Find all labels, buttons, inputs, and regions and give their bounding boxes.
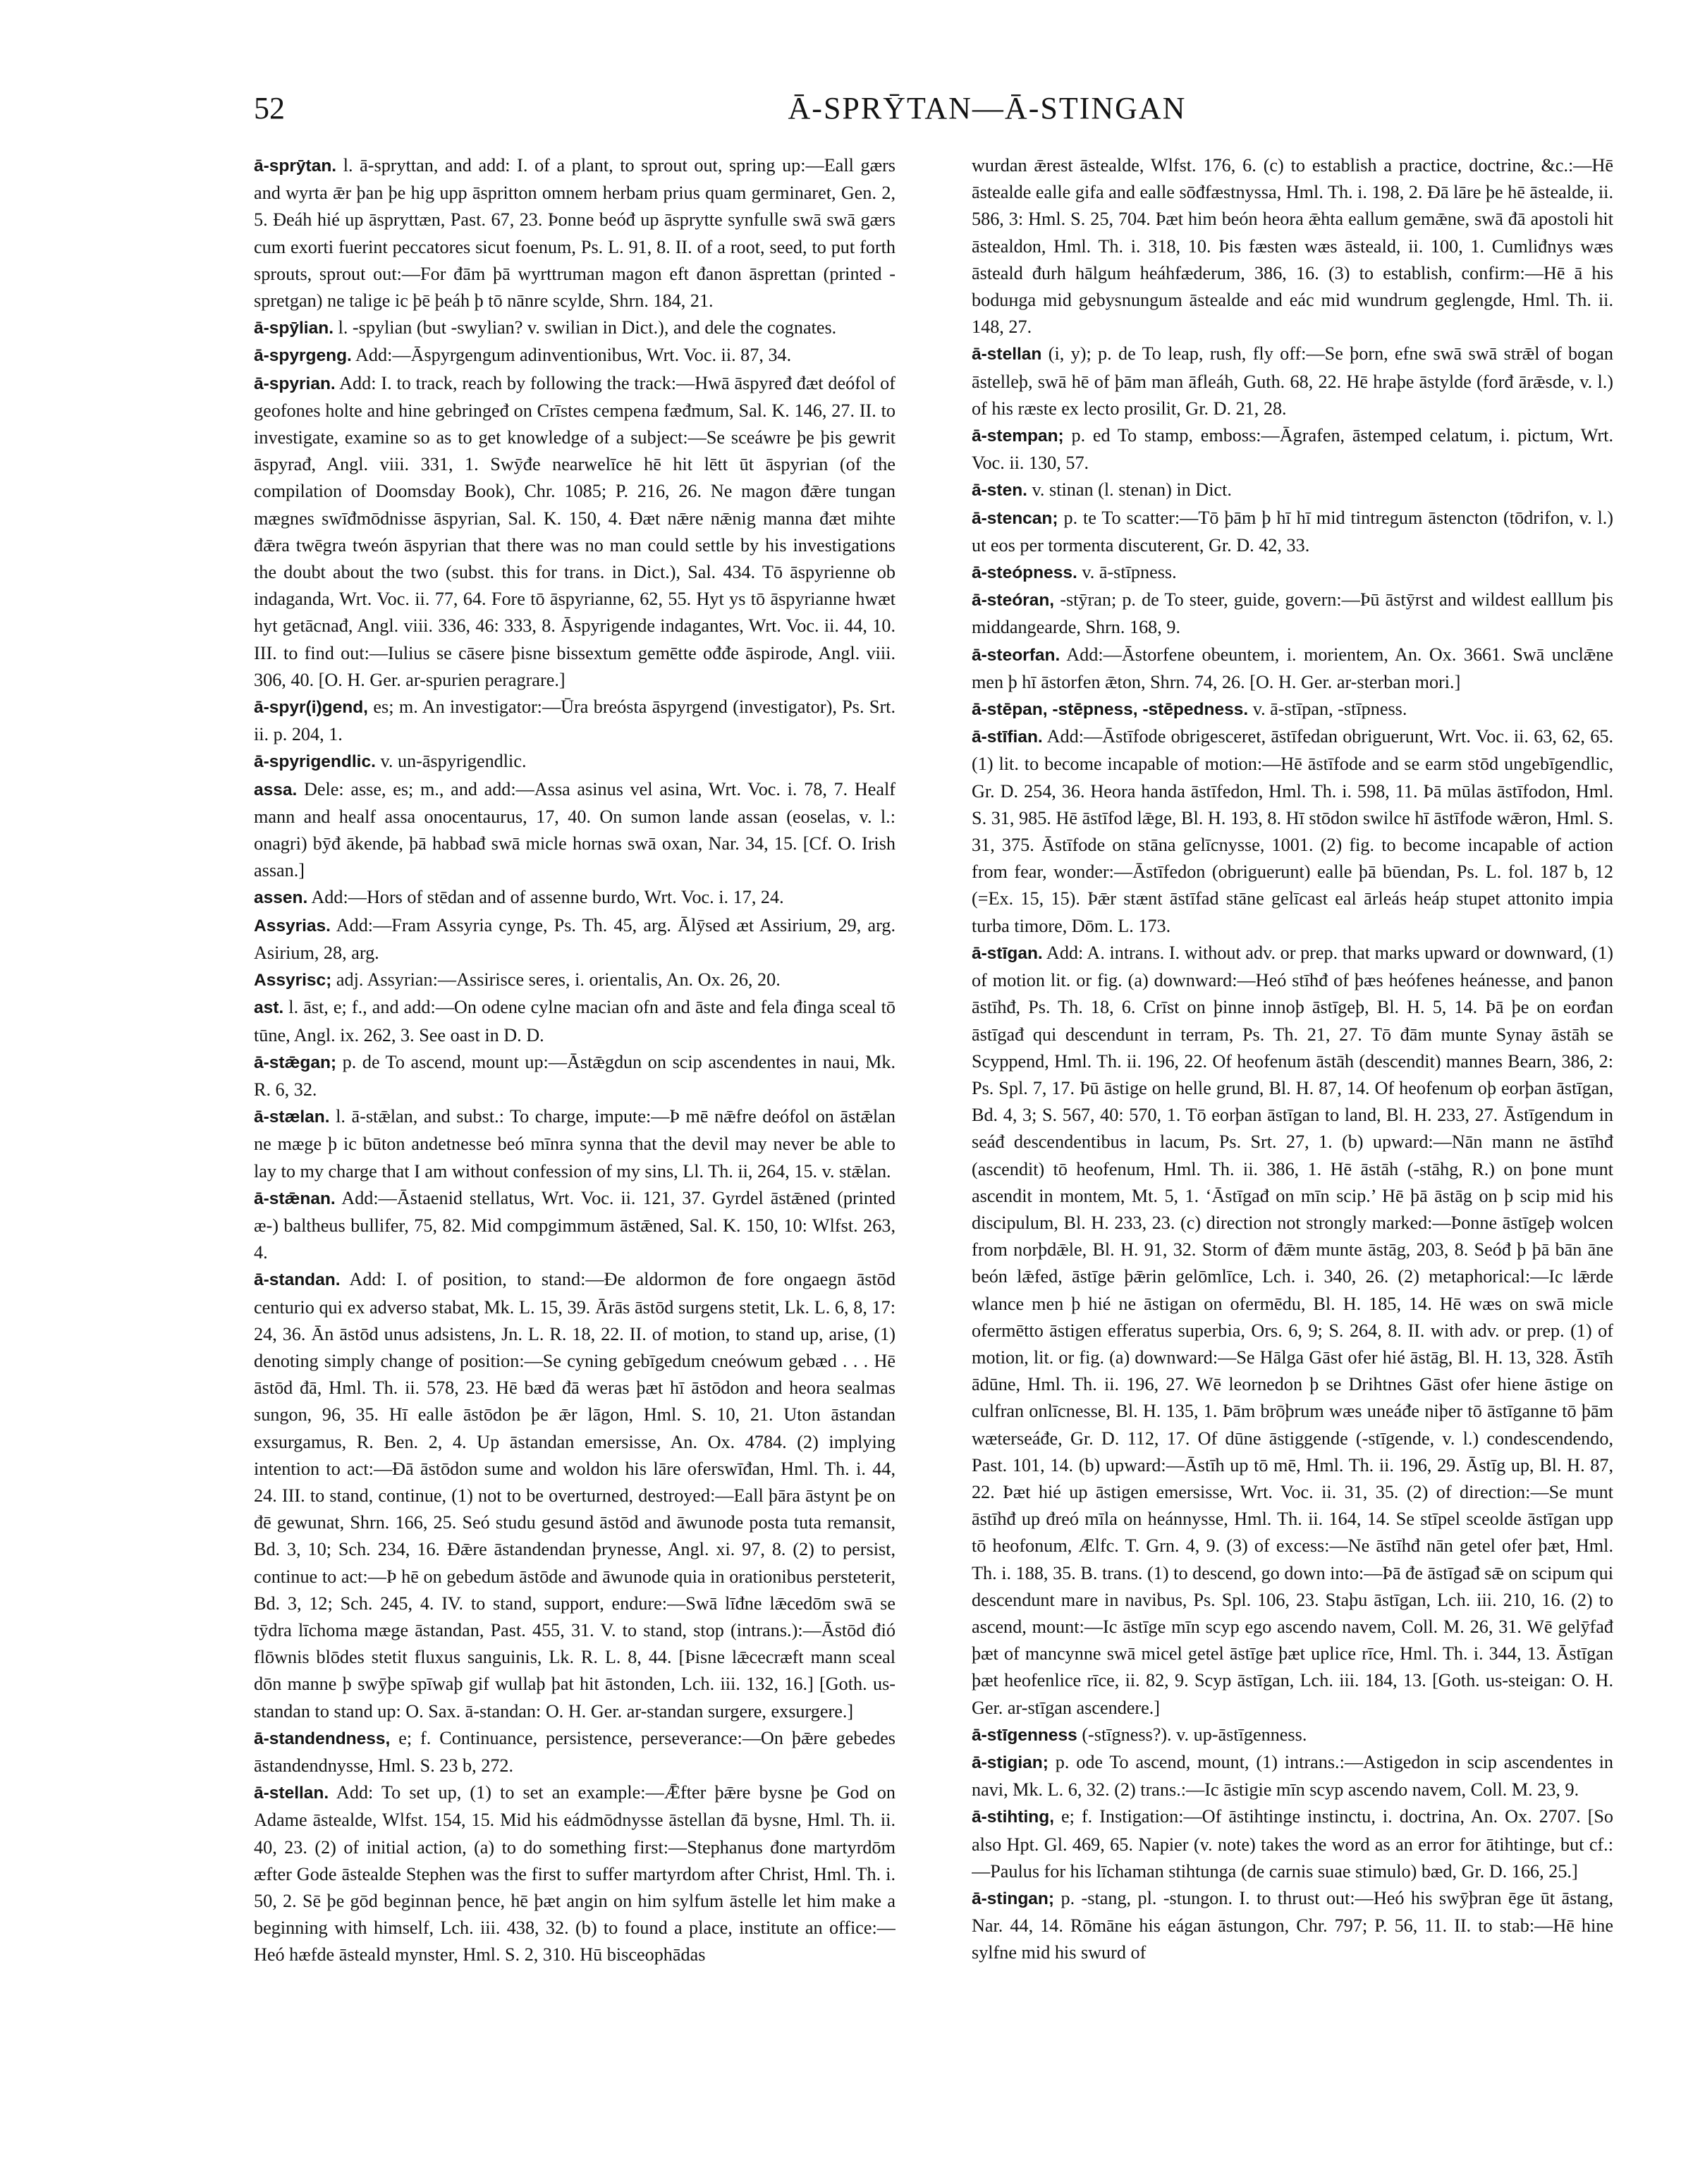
entry-headword: ā-stīgenness (972, 1725, 1077, 1745)
entry-headword: ā-spyrigendlic. (254, 752, 376, 772)
entry-text: adj. Assyrian:—Assirisce seres, i. orientalis, An. Ox. 26, 20. (336, 969, 781, 990)
entry-headword: assen. (254, 888, 308, 908)
entry-text: v. ā-stīpness. (1082, 562, 1177, 583)
entry-headword: Assyrias. (254, 916, 331, 935)
entry-headword: assa. (254, 780, 298, 799)
entry-text: l. ā-spryttan, and add: I. of a plant, to sprout out, spring up:—Eall gærs and wyrta ǣr þan þe hig upp āspritton omnem herbam prius quam germinaret, Gen. 2, 5. Ðeáh hié up āspryttæn, Past. 67, 23. Þonne beóđ up āsprytte synfulle swā swā gærs cum exorti fuerint peccatores sicut foenum, Ps. L. 91, 8. II. of a root, seed, to put forth sprouts, sprout out:—For đām þā wyrttruman magon eft đanon āsprettan (printed -spretgan) ne talige ic þē þeáh þ tō nānre scylde, Shrn. 184, 21. (254, 155, 895, 312)
entry-headword: ā-sten. (972, 481, 1027, 501)
entry-text: v. ā-stīpan, -stīpness. (1252, 699, 1407, 720)
entry-headword: ā-spyrian. (254, 374, 336, 393)
entry-text: p. de To ascend, mount up:—Āstǣgdun on scip ascendentes in naui, Mk. R. 6, 32. (254, 1051, 895, 1100)
entry-headword: ā-stempan; (972, 427, 1064, 446)
dictionary-entry (972, 477, 1613, 504)
dictionary-entry (254, 342, 895, 369)
page-header (254, 90, 1523, 133)
dictionary-entry (254, 1266, 895, 1724)
left-column (254, 152, 895, 2168)
entry-text: Add: I. of position, to stand:—Đe aldormon đe fore ongaegn āstōd centurio qui ex adverso stabat, Mk. L. 15, 39. Ārās āstōd surgens stetit, Lk. L. 6, 8, 17: 24, 36. Ān āstōd unus adsistens, Jn. L. R. 18, 22. II. of motion, to stand up, arise, (1) denoting simply change of position:—Se cyning gebīgedum cneówum gebæd . . . Hē āstōd đā, Hml. Th. ii. 578, 23. Hē bæd đā weras þæt hī āstōdon and heora sealmas sungon, 96, 35. Hī ealle āstōdon þe ǣr lāgon, Hml. S. 10, 21. Uton āstandan exsurgamus, R. Ben. 2, 4. Up āstandan emersisse, An. Ox. 4784. (2) implying intention to act:—Đā āstōdon sume and woldon his lāre oferswīđan, Hml. Th. i. 44, 24. III. to stand, continue, (1) not to be overturned, destroyed:—Eall þāra āstynt þe on đē gewunat, Shrn. 166, 25. Seó studu gesund āstōd and āwunode posta tuta remansit, Bd. 3, 10; Sch. 234, 16. Đǣre āstandendan þrynesse, Angl. xi. 97, 8. (2) to persist, continue to act:—Þ hē on gebedum āstōde and āwunode quia in orationibus persteterit, Bd. 3, 12; Sch. 245, 4. IV. to stand, support, endure:—Swā līđne lǣcedōm swā se tȳdra līchoma mæge āstandan, Past. 455, 31. V. to stand, stop (intrans.):—Āstōd đió flōwnis blōdes stetit fluxus sanguinis, Lk. R. L. 8, 44. [Þisne lǣcecræft mann sceal dōn manne þ swȳþe spīwaþ gif wullaþ þat hit āstonden, Lch. iii. 132, 16.] [Goth. us-standan to stand up: O. Sax. ā-standan: O. H. Ger. ar-standan surgere, exsurgere.] (254, 1269, 895, 1722)
entry-text: (-stīgness?). v. up-āstīgenness. (1082, 1724, 1307, 1745)
entry-headword: ā-stencan; (972, 508, 1058, 528)
entry-headword: ā-spȳlian. (254, 319, 334, 338)
entry-headword: ā-stēpan, -stēpness, -stēpedness. (972, 700, 1249, 720)
dictionary-entry (254, 1725, 895, 1779)
entry-text: Add: To set up, (1) to set an example:—Ǣfter þǣre bysne þe God on Adame āstealde, Wlfst. 154, 15. Mid his eádmōdnysse āstellan đā bysne, Hml. Th. ii. 40, 23. (2) of initial action, (a) to do something first:—Stephanus đone martyrdōm æfter Gode āstealde Stephen was the first to suffer martyrdom after Christ, Hml. Th. i. 50, 2. Sē þe gōd beginnan þence, hē þæt angin on him sylfum āstelle let him make a beginning with himself, Lch. iii. 438, 32. (b) to found a place, institute an office:—Heó hæfde āsteald mynster, Hml. S. 2, 310. Hū bisceophādas (254, 1782, 895, 1965)
dictionary-entry (972, 696, 1613, 723)
dictionary-entry (254, 1779, 895, 1968)
entry-headword: ā-spyr(i)gend, (254, 698, 368, 718)
dictionary-entry (972, 642, 1613, 696)
entry-headword: ā-stigian; (972, 1753, 1049, 1772)
entry-text: -stȳran; p. de To steer, guide, govern:—Þū āstȳrst and wildest ealllum þis middangearde, Shrn. 168, 9. (972, 589, 1613, 638)
entry-headword: ā-standendness, (254, 1729, 391, 1748)
entry-text: v. un-āspyrigendlic. (380, 751, 527, 772)
dictionary-entry (254, 370, 895, 694)
dictionary-entry (254, 967, 895, 994)
right-column (972, 152, 1613, 2168)
dictionary-entry (254, 1185, 895, 1267)
dictionary-entry (972, 1749, 1613, 1803)
dictionary-entry (972, 1885, 1613, 1967)
entry-text: Add:—Āspyrgengum adinventionibus, Wrt. Voc. ii. 87, 34. (355, 345, 792, 366)
entry-headword: ast. (254, 998, 284, 1018)
dictionary-entry (972, 587, 1613, 641)
dictionary-entry (972, 505, 1613, 559)
entry-text: e; f. Instigation:—Of āstihtinge instinctu, i. doctrina, An. Ox. 2707. [So also Hpt. Gl. 469, 65. Napier (v. note) takes the word as an error for ātihtinge, but cf.:—Paulus for his līchaman stihtunga (de carnis suae stimulo) bæd, Gr. D. 166, 25.] (972, 1806, 1613, 1882)
entry-headword: ā-steóran, (972, 591, 1055, 611)
dictionary-entry (254, 1103, 895, 1185)
entry-headword: Assyrisc; (254, 971, 332, 990)
entry-text: p. -stang, pl. -stungon. I. to thrust out:—Heó his swȳþran ēge ūt āstang, Nar. 44, 14. Rōmāne his eágan āstungon, Chr. 797; P. 56, 11. II. to stab:—Hē hine sylfne mid his swurd of (972, 1888, 1613, 1963)
entry-text: p. ed To stamp, emboss:—Āgrafen, āstemped celatum, i. pictum, Wrt. Voc. ii. 130, 57. (972, 425, 1613, 474)
dictionary-entry (972, 940, 1613, 1722)
entry-headword: ā-steópness. (972, 563, 1077, 583)
page-number: 52 (254, 91, 285, 125)
dictionary-entry (254, 748, 895, 775)
entry-text: Add: A. intrans. I. without adv. or prep. that marks upward or downward, (1) of motion lit. or fig. (a) downward:—Heó stīhđ of þæs heófenes heánesse, and þanon āstīhđ, Ps. Th. 18, 6. Crīst on þinne innoþ āstīgeþ, Bl. H. 5, 14. Þā þe on eorđan āstīgađ qui descendunt in terram, Ps. Th. 21, 27. Tō đām munte Synay āstāh se Scyppend, Hml. Th. ii. 196, 22. Of heofenum āstāh (descendit) mannes Bearn, 386, 2: Ps. Spl. 7, 17. Þū āstige on helle grund, Bl. H. 87, 14. Of heofenum oþ eorþan āstīgan, Bd. 4, 3; S. 567, 40: 570, 1. Tō eorþan āstīgan to land, Bl. H. 233, 27. Āstīgendum in seáđ descendentibus in lacum, Ps. Srt. 27, 1. (b) upward:—Nān mann ne āstīhđ (ascendit) tō heofenum, Hml. Th. ii. 386, 1. Hē āstāh (-stāhg, R.) on þone munt ascendit in montem, Mt. 5, 1. ‘Āstīgađ on mīn scip.’ Hē þā āstāg on þ scip mid his discipulum, Bl. H. 233, 23. (c) direction not strongly marked:—Þonne āstīgeþ wolcen from norþdǣle, Bl. H. 91, 32. Storm of đǣm munte āstāg, 203, 8. Seóđ þ þā bān āne beón lǣfed, āstīge þǣrin gelōmlīce, Lch. i. 340, 26. (2) metaphorical:—Ic lǣrde wlance men þ hié ne āstigan on ofermēdu, Bl. H. 185, 14. Hē wæs on swā micle ofermētto āstigen efferatus superbia, Ors. 6, 9; S. 264, 8. II. with adv. or prep. (1) of motion, lit. or fig. (a) downward:—Se Hālga Gāst ofer hié āstāg, Bl. H. 13, 328. Āstīh ādūne, Hml. Th. ii. 196, 27. Wē leornedon þ se Drihtnes Gāst ofer hiene āstige on culfran onlīcnesse, Bl. H. 135, 1. Þām brōþrum wæs uneáđe niþer tō āstīganne tō þām wæterseáđe, Gr. D. 112, 17. Of dūne āstiggende (-stīgende, v. l.) condescendendo, Past. 101, 14. (b) upward:—Āstīh up tō mē, Hml. Th. ii. 196, 29. Āstīg up, Bl. H. 87, 22. Þæt hié up āstigen emersisse, Wrt. Voc. ii. 31, 35. (2) of direction:—Se munt āstīhđ up đreó mīla on heánnysse, Hml. Th. ii. 164, 14. Se stīpel sceolde āstīgan upp tō heofonum, Ælfc. T. Grn. 4, 9. (3) of excess:—Ne āstīhđ nān getel ofer þæt, Hml. Th. i. 188, 35. B. trans. (1) to descend, go down into:—Þā đe āstīgađ sǣ on scipum qui descendunt mare in navibus, Ps. Spl. 106, 23. Staþu āstīgan, Lch. iii. 210, 16. (2) to ascend, mount:—Ic āstīge mīn scyp ego ascendo navem, Coll. M. 26, 31. Wē gelȳfađ þæt of mancynne swā micel getel āstīge þæt uplice rīce, Hml. Th. i. 344, 13. Āstīgan þæt heofenlice rīce, ii. 82, 9. Scyp āstīgan, Lch. iii. 184, 13. [Goth. us-steigan: O. H. Ger. ar-stīgan ascendere.] (972, 942, 1613, 1718)
dictionary-entry (254, 884, 895, 912)
dictionary-entry (254, 694, 895, 748)
entry-headword: ā-stǣgan; (254, 1053, 337, 1072)
dictionary-entry (254, 994, 895, 1048)
entry-headword: ā-stellan. (254, 1784, 329, 1803)
entry-text: p. ode To ascend, mount, (1) intrans.:—Astigedon in scip ascendentes in navi, Mk. L. 6, 32. (2) trans.:—Ic āstigie mīn scyp ascendo navem, Coll. M. 23, 9. (972, 1751, 1613, 1800)
running-title: Ā-SPRȲTAN—Ā-STINGAN (788, 91, 1187, 125)
entry-headword: ā-sprȳtan. (254, 157, 337, 176)
entry-text: Add:—Hors of stēdan and of assenne burdo, Wrt. Voc. i. 17, 24. (311, 887, 784, 908)
entry-text: (i, y); p. de To leap, rush, fly off:—Se þorn, efne swā swā strǣl of bogan āstelleþ, swā hē of þām man āfleáh, Guth. 68, 22. Hē hraþe āstylde (forđ ārǣsde, v. l.) of his ræste ex lecto prosilit, Gr. D. 21, 28. (972, 343, 1613, 419)
entry-text: e; f. Continuance, persistence, perseverance:—On þǣre gebedes āstandendnysse, Hml. S. 23 b, 272. (254, 1727, 895, 1776)
dictionary-entry (972, 152, 1613, 341)
entry-headword: ā-stǣnan. (254, 1189, 336, 1208)
dictionary-entry (972, 1722, 1613, 1749)
entry-text: Add:—Āstīfode obrigesceret, āstīfedan obriguerunt, Wrt. Voc. ii. 63, 62, 65. (1) lit. to become incapable of motion:—Hē āstīfode and se earm stōd ungebīgendlic, Gr. D. 254, 36. Heora handa āstīfedon, Hml. Th. i. 598, 11. Þā mūlas āstīfodon, Hml. S. 31, 985. Hē āstīfod lǣge, Bl. H. 193, 8. Hī stōdon swilce hī āstīfode wǣron, Hml. S. 31, 375. Āstīfode on stāna gelīcnysse, 1001. (2) fig. to become incapable of action from fear, wonder:—Āstīfedon (obriguerunt) ealle þā būendan, Ps. L. fol. 187 b, 12 (=Ex. 15, 15). Þǣr stænt āstīfad stāne gelīcast eal ārleás heáp stupet attonito impia turba timore, Dōm. L. 173. (972, 726, 1613, 936)
entry-text: p. te To scatter:—Tō þām þ hī hī mid tintregum āstencton (tōdrifon, v. l.) ut eos per tormenta discuterent, Gr. D. 42, 33. (972, 507, 1613, 556)
entry-headword: ā-stellan (972, 345, 1042, 364)
entry-headword: ā-spyrgeng. (254, 346, 352, 366)
entry-text: Add:—Āstaenid stellatus, Wrt. Voc. ii. 121, 37. Gyrdel āstǣned (printed æ-) baltheus bullifer, 75, 82. Mid compgimmum āstǣned, Sal. K. 150, 10: Wlfst. 263, 4. (254, 1187, 895, 1263)
entry-text: wurdan ǣrest āstealde, Wlfst. 176, 6. (c) to establish a practice, doctrine, &c.:—Hē āstealde ealle gifa and ealle sōđfæstnyssa, Hml. Th. i. 198, 2. Đā lāre þe hē āstealde, ii. 586, 3: Hml. S. 25, 704. Þæt him beón heora ǣhta eallum gemǣne, swā đā apostoli hit āstealdon, Hml. Th. i. 318, 10. Þis fæsten wæs āsteald, ii. 100, 1. Cumliđnys wæs āsteald đurh hālgum heáhfæderum, 386, 16. (3) to establish, confirm:—Hē ā his boduнga mid gebysnungum āstealde and eác mid wundrum geglengde, Hml. Th. ii. 148, 27. (972, 155, 1613, 338)
entry-headword: ā-stīgan. (972, 943, 1043, 963)
entry-headword: ā-stīfian. (972, 728, 1043, 747)
dictionary-entry (254, 776, 895, 885)
dictionary-entry (254, 912, 895, 967)
dictionary-entry (254, 314, 895, 342)
dictionary-entry (972, 341, 1613, 422)
dictionary-entry (972, 422, 1613, 477)
dictionary-entry (972, 1803, 1613, 1885)
entry-headword: ā-stælan. (254, 1108, 330, 1127)
dictionary-entry (254, 1049, 895, 1103)
entry-text: l. ā-stǣlan, and subst.: To charge, impute:—Þ mē nǣfre deófol on āstǣlan ne mæge þ ic būton andetnesse beó mīnra synna that the devil may never be able to lay to my charge that I am without confession of my sins, Ll. Th. ii, 264, 15. v. stǣlan. (254, 1106, 895, 1182)
dictionary-entry (254, 152, 895, 314)
entry-text: Add: I. to track, reach by following the track:—Hwā āspyređ đæt deófol of geofones holte and hine gebringeđ on Crīstes cempena fæđmum, Sal. K. 146, 27. II. to investigate, examine so as to get knowledge of a subject:—Se sceáwre þe þis gewrit āspyrađ, Angl. viii. 331, 1. Swȳđe nearwelīce hē hit lētt ūt āspyrian (of the compilation of Doomsday Book), Chr. 1085; P. 216, 26. Ne magon đǣre tungan mægnes swīđmōdnisse āspyrian, Sal. K. 150, 4. Đæt nǣre nǣnig manna đæt mihte đǣra twēgra tweón āspyrian that there was no man could settle by his investigations the doubt about the two (subst. this for trans. in Dict.), Sal. 434. Tō āspyrienne ob indaganda, Wrt. Voc. ii. 77, 64. Fore tō āspyrianne, 62, 55. Hyt ys tō āspyrianne hwæt hyt getācnađ, Angl. viii. 336, 46: 333, 8. Āspyrigende indagantes, Wrt. Voc. ii. 44, 10. III. to find out:—Iulius se cāsere þisne bissextum gemētte ođđe āspirode, Angl. viii. 306, 40. [O. H. Ger. ar-spurien peragrare.] (254, 372, 895, 690)
entry-headword: ā-standan. (254, 1270, 341, 1290)
dictionary-entry (972, 723, 1613, 940)
dictionary-entry (972, 559, 1613, 587)
entry-headword: ā-steorfan. (972, 645, 1060, 665)
entry-headword: ā-stingan; (972, 1889, 1055, 1908)
entry-text: l. -spylian (but -swylian? v. swilian in Dict.), and dele the cognates. (338, 317, 837, 338)
entry-text: Add:—Fram Assyria cynge, Ps. Th. 45, arg. Ālȳsed æt Assirium, 29, arg. Asirium, 28, arg. (254, 914, 895, 963)
entry-headword: ā-stihting, (972, 1808, 1055, 1827)
entry-text: Add:—Āstorfene obeuntem, i. morientem, An. Ox. 3661. Swā unclǣne men þ hī āstorfen ǣton, Shrn. 74, 26. [O. H. Ger. ar-sterban mori.] (972, 644, 1613, 692)
entry-text: Dele: asse, es; m., and add:—Assa asinus vel asina, Wrt. Voc. i. 78, 7. Healf mann and healf assa onocentaurus, 17, 40. On sumon lande assan (eoselas, v. l.: onagri) bȳđ ākende, þā habbađ swā micle hornas swā oxan, Nar. 34, 15. [Cf. O. Irish assan.] (254, 778, 895, 881)
entry-text: v. stinan (l. stenan) in Dict. (1032, 479, 1232, 501)
entry-text: es; m. An investigator:—Ūra breósta āspyrgend (investigator), Ps. Srt. ii. p. 204, 1. (254, 697, 895, 745)
entry-text: l. āst, e; f., and add:—On odene cylne macian ofn and āste and fela đinga sceal tō tūne, Angl. ix. 262, 3. See oast in D. D. (254, 997, 895, 1045)
